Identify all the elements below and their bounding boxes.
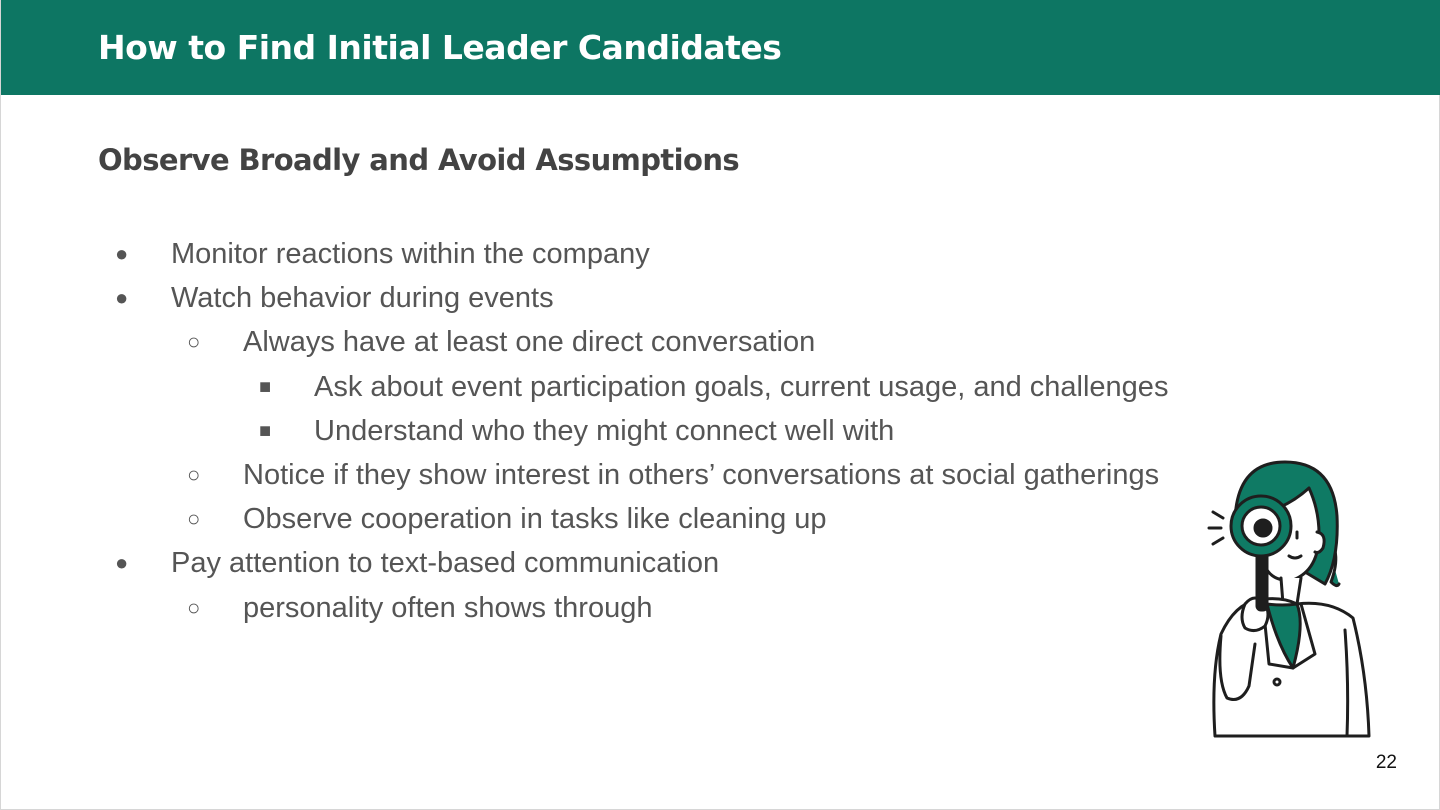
bullet-text: Observe cooperation in tasks like cleaning up: [243, 503, 827, 536]
page-number: 22: [1375, 752, 1397, 773]
bullet-marker: ○: [187, 594, 201, 620]
bullet-item: [1, 232, 1440, 276]
bullet-text: Ask about event participation goals, current usage, and challenges: [314, 370, 1169, 403]
bullet-text: Pay attention to text-based communication: [171, 547, 720, 580]
slide-subtitle: Observe Broadly and Avoid Assumptions: [98, 143, 740, 177]
bullet-text: Understand who they might connect well with: [314, 414, 895, 447]
bullet-marker: ○: [187, 329, 201, 355]
bullet-marker: ○: [187, 461, 201, 487]
bullet-marker: ●: [115, 241, 129, 266]
bullet-text: Notice if they show interest in others’ conversations at social gatherings: [243, 458, 1160, 491]
bullet-text: personality often shows through: [243, 591, 653, 624]
bullet-marker: ●: [115, 285, 129, 311]
slide-title: How to Find Initial Leader Candidates: [98, 28, 782, 67]
bullet-text: Watch behavior during events: [171, 282, 554, 315]
bullet-text: Monitor reactions within the company: [171, 238, 650, 270]
bullet-item: [1, 276, 1440, 320]
bullet-marker: ●: [115, 550, 129, 576]
bullet-marker: ■: [259, 419, 272, 442]
sub-bullet-item: [1, 320, 1440, 364]
bullet-marker: ○: [187, 506, 201, 532]
sub-sub-bullet-item: [1, 365, 1440, 409]
magnifying-glass-person-icon: [1197, 454, 1383, 740]
title-bar: [1, 0, 1440, 95]
bullet-text: Always have at least one direct conversation: [243, 326, 816, 359]
bullet-marker: ■: [259, 375, 272, 398]
sub-sub-bullet-item: [1, 409, 1440, 453]
